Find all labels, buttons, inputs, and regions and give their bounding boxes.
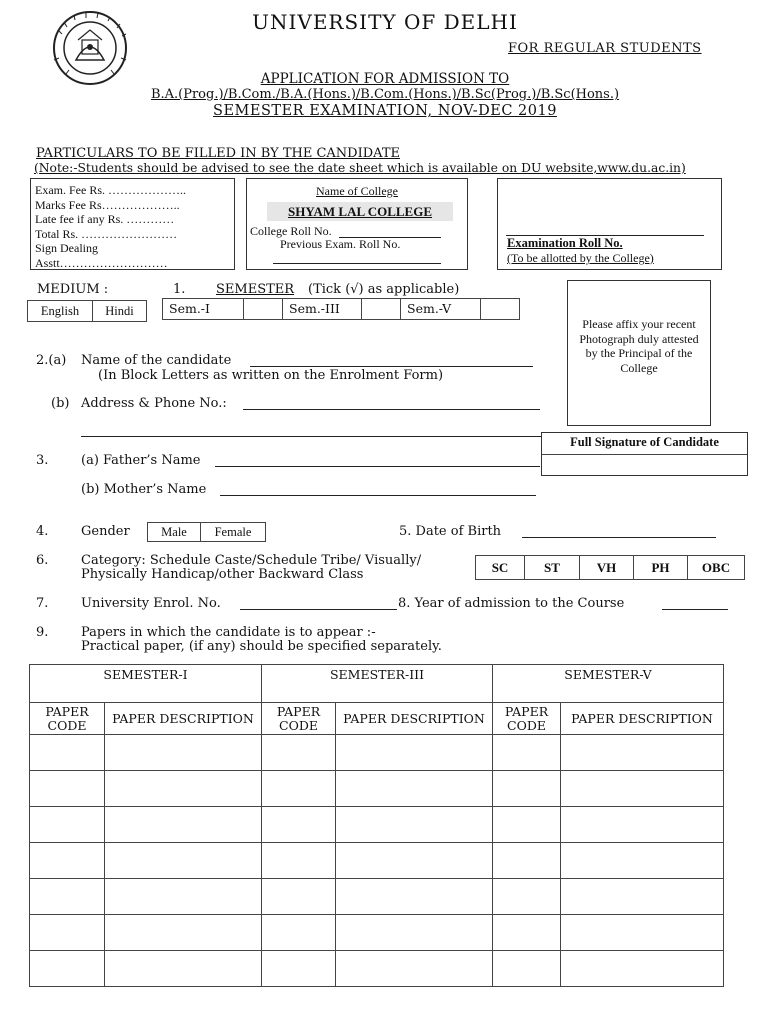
- table-cell[interactable]: [336, 843, 493, 879]
- semester-3-header: SEMESTER-III: [262, 665, 493, 703]
- gender-female[interactable]: Female: [200, 522, 266, 542]
- table-cell[interactable]: [105, 951, 262, 987]
- semester-number: 1.: [173, 282, 186, 297]
- q7-number: 7.: [36, 596, 49, 611]
- semester-5-header: SEMESTER-V: [493, 665, 724, 703]
- enrolment-field[interactable]: [240, 609, 397, 610]
- q6-number: 6.: [36, 553, 49, 568]
- q4-label: Gender: [81, 524, 130, 539]
- category-obc[interactable]: OBC: [687, 555, 745, 580]
- q4-number: 4.: [36, 524, 49, 539]
- table-cell[interactable]: [30, 843, 105, 879]
- college-box: [246, 178, 468, 270]
- photo-box[interactable]: [567, 280, 711, 426]
- college-name: SHYAM LAL COLLEGE: [267, 202, 453, 221]
- fee-line: Asstt………………………: [35, 255, 168, 270]
- fee-line: Marks Fee Rs………………..: [35, 197, 180, 212]
- table-cell[interactable]: [336, 879, 493, 915]
- table-cell[interactable]: [30, 879, 105, 915]
- fee-line: Total Rs. ……………………: [35, 226, 178, 241]
- particulars-note: (Note:-Students should be advised to see the date sheet which is available on DU website,www.du.ac.in): [34, 161, 686, 175]
- exam-roll-sub: (To be allotted by the College): [507, 251, 654, 265]
- table-cell[interactable]: [105, 915, 262, 951]
- table-cell[interactable]: [561, 843, 724, 879]
- table-cell[interactable]: [336, 735, 493, 771]
- table-cell[interactable]: [493, 915, 561, 951]
- dob-field[interactable]: [522, 537, 716, 538]
- table-cell[interactable]: [493, 843, 561, 879]
- semester-tick-1[interactable]: [243, 298, 283, 320]
- semester-label: SEMESTER: [216, 282, 295, 297]
- table-cell[interactable]: [561, 807, 724, 843]
- medium-english[interactable]: English: [27, 300, 93, 322]
- q2a-label: Name of the candidate: [81, 353, 232, 368]
- paper-code-header: PAPER CODE: [493, 703, 561, 735]
- table-cell[interactable]: [561, 735, 724, 771]
- previous-roll-label: Previous Exam. Roll No.: [280, 237, 401, 251]
- particulars-heading: PARTICULARS TO BE FILLED IN BY THE CANDIDATE: [36, 146, 400, 161]
- q5-label: 5. Date of Birth: [399, 524, 502, 539]
- semester-1-header: SEMESTER-I: [30, 665, 262, 703]
- table-cell[interactable]: [30, 951, 105, 987]
- signature-box: [541, 432, 748, 476]
- address-field[interactable]: [243, 409, 540, 410]
- category-ph[interactable]: PH: [633, 555, 688, 580]
- table-row: [30, 951, 724, 987]
- college-name-label: Name of College: [316, 184, 398, 198]
- table-cell[interactable]: [262, 843, 336, 879]
- q9-line1: Papers in which the candidate is to appear :-: [81, 625, 376, 640]
- table-cell[interactable]: [493, 951, 561, 987]
- q9-number: 9.: [36, 625, 49, 640]
- table-cell[interactable]: [30, 807, 105, 843]
- table-cell[interactable]: [336, 951, 493, 987]
- semester-tick-5[interactable]: [480, 298, 520, 320]
- table-cell[interactable]: [493, 771, 561, 807]
- fee-line: Late fee if any Rs. …………: [35, 212, 175, 226]
- semester-tick-note: (Tick (√) as applicable): [308, 282, 460, 297]
- q3a-label: (a) Father’s Name: [81, 453, 201, 468]
- table-cell[interactable]: [105, 735, 262, 771]
- signature-field[interactable]: [542, 454, 747, 476]
- table-cell[interactable]: [105, 879, 262, 915]
- application-title: APPLICATION FOR ADMISSION TO: [260, 71, 510, 87]
- table-row: [30, 879, 724, 915]
- fee-line: Exam. Fee Rs. ………………..: [35, 183, 186, 197]
- paper-code-header: PAPER CODE: [30, 703, 105, 735]
- table-cell[interactable]: [105, 843, 262, 879]
- medium-hindi[interactable]: Hindi: [92, 300, 147, 322]
- table-cell[interactable]: [561, 915, 724, 951]
- q2b-number: (b): [51, 396, 70, 411]
- table-cell[interactable]: [262, 879, 336, 915]
- signature-label: Full Signature of Candidate: [570, 435, 719, 449]
- medium-label: MEDIUM :: [37, 282, 109, 297]
- semester-tick-3[interactable]: [361, 298, 401, 320]
- table-cell[interactable]: [30, 735, 105, 771]
- table-cell[interactable]: [493, 807, 561, 843]
- table-cell[interactable]: [336, 771, 493, 807]
- paper-code-header: PAPER CODE: [262, 703, 336, 735]
- table-row: [30, 735, 724, 771]
- table-cell[interactable]: [262, 951, 336, 987]
- table-cell[interactable]: [262, 807, 336, 843]
- photo-instructions: Please affix your recent Photograph duly attested by the Principal of the College: [579, 317, 699, 375]
- gender-male[interactable]: Male: [147, 522, 201, 542]
- category-vh[interactable]: VH: [579, 555, 634, 580]
- table-row: [30, 915, 724, 951]
- exam-title: SEMESTER EXAMINATION, NOV-DEC 2019: [213, 103, 557, 119]
- q3b-label: (b) Mother’s Name: [81, 482, 207, 497]
- q6-line1: Category: Schedule Caste/Schedule Tribe/ Visually/: [81, 553, 422, 568]
- for-regular-students: FOR REGULAR STUDENTS: [508, 41, 702, 56]
- q8-label: 8. Year of admission to the Course: [398, 596, 625, 611]
- table-cell[interactable]: [561, 951, 724, 987]
- table-cell[interactable]: [336, 915, 493, 951]
- papers-table: [29, 664, 724, 987]
- table-row: [30, 843, 724, 879]
- table-cell[interactable]: [561, 879, 724, 915]
- paper-description-header: PAPER DESCRIPTION: [336, 703, 493, 735]
- q9-line2: Practical paper, (if any) should be specified separately.: [81, 639, 442, 654]
- q3-number: 3.: [36, 453, 49, 468]
- table-row: [30, 807, 724, 843]
- q7-label: University Enrol. No.: [81, 596, 221, 611]
- table-cell[interactable]: [561, 771, 724, 807]
- fee-line: Sign Dealing: [35, 241, 98, 255]
- q2a-number: 2.(a): [36, 353, 67, 368]
- table-cell[interactable]: [262, 735, 336, 771]
- exam-roll-box: [497, 178, 722, 270]
- admission-year-field[interactable]: [662, 609, 728, 610]
- mother-name-field[interactable]: [220, 495, 536, 496]
- table-cell[interactable]: [105, 807, 262, 843]
- table-cell[interactable]: [336, 807, 493, 843]
- table-cell[interactable]: [30, 915, 105, 951]
- category-st[interactable]: ST: [524, 555, 580, 580]
- college-roll-label: College Roll No.: [250, 224, 332, 238]
- table-cell[interactable]: [493, 735, 561, 771]
- fee-box: [30, 178, 235, 270]
- previous-roll-line[interactable]: [273, 263, 441, 264]
- father-name-field[interactable]: [215, 466, 540, 467]
- exam-roll-label: Examination Roll No.: [507, 236, 623, 250]
- candidate-name-field[interactable]: [250, 366, 533, 367]
- q2b-label: Address & Phone No.:: [81, 396, 227, 411]
- table-cell[interactable]: [262, 915, 336, 951]
- table-cell[interactable]: [30, 771, 105, 807]
- university-title: UNIVERSITY OF DELHI: [252, 10, 518, 34]
- category-sc[interactable]: SC: [475, 555, 525, 580]
- table-row: [30, 771, 724, 807]
- paper-description-header: PAPER DESCRIPTION: [105, 703, 262, 735]
- q2a-sub: (In Block Letters as written on the Enrolment Form): [98, 368, 444, 383]
- semester-option-5: Sem.-V: [400, 298, 481, 320]
- course-list: B.A.(Prog.)/B.Com./B.A.(Hons.)/B.Com.(Hons.)/B.Sc(Prog.)/B.Sc(Hons.): [150, 87, 620, 102]
- semester-option-3: Sem.-III: [282, 298, 362, 320]
- semester-option-1: Sem.-I: [162, 298, 244, 320]
- table-cell[interactable]: [262, 771, 336, 807]
- address-field-line-2[interactable]: [81, 436, 541, 437]
- table-cell[interactable]: [105, 771, 262, 807]
- q6-line2: Physically Handicap/other Backward Class: [81, 567, 364, 582]
- table-cell[interactable]: [493, 879, 561, 915]
- paper-description-header: PAPER DESCRIPTION: [561, 703, 724, 735]
